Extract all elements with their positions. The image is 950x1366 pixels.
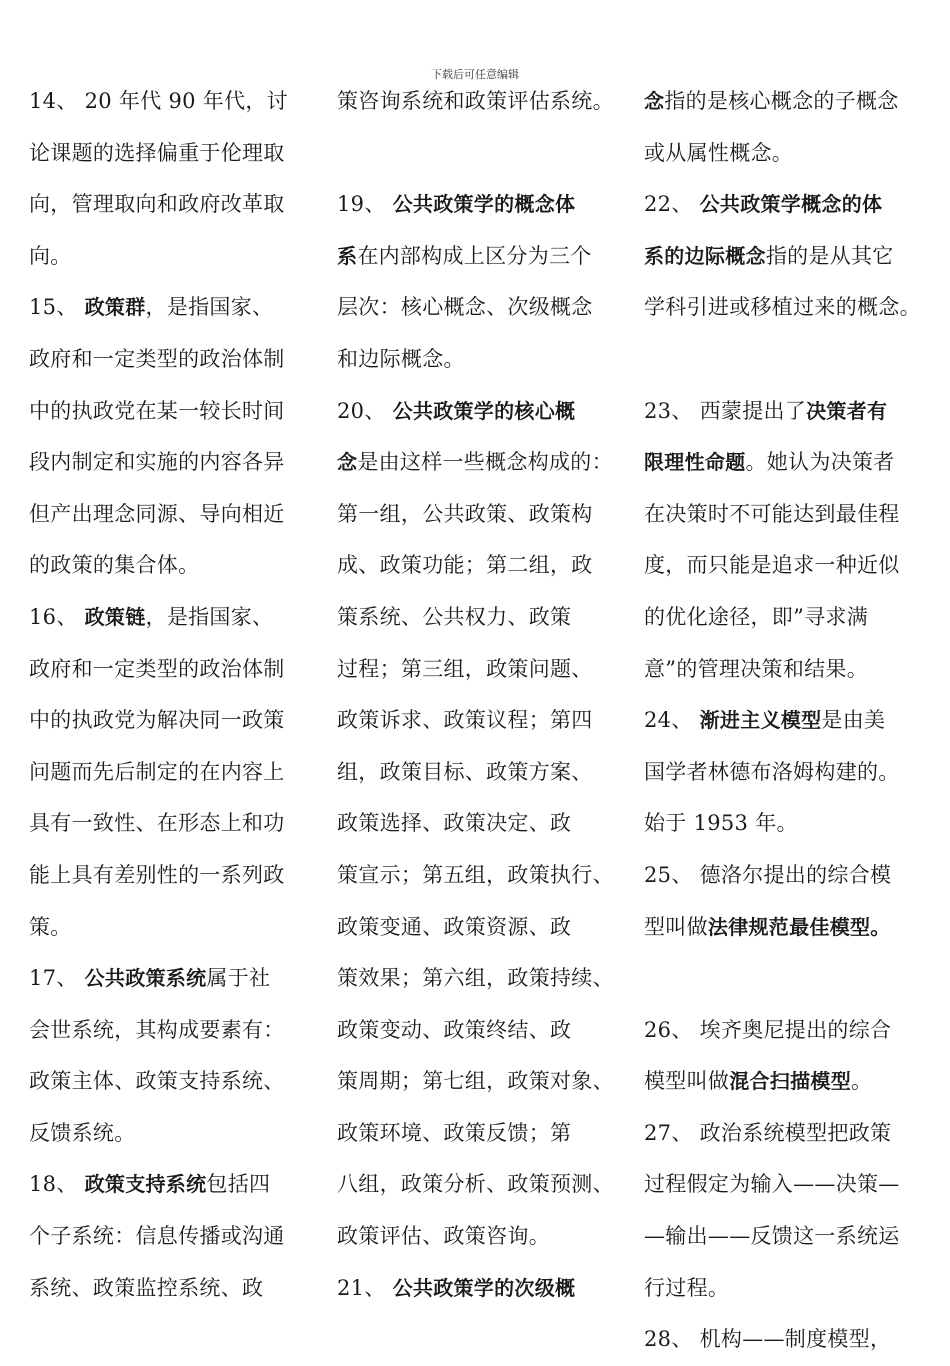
bold-term: 公共政策学的核心概 [392, 398, 576, 423]
text-line [29, 644, 329, 696]
text-line [644, 747, 944, 799]
text-line [337, 282, 637, 334]
text-line [644, 489, 944, 541]
bold-term: 公共政策学的概念体 [392, 192, 576, 217]
text-line [337, 1263, 637, 1315]
page-header: 下载后可任意编辑 [431, 68, 519, 81]
text-run: 始于 1953 年。 [644, 811, 798, 836]
text-line [337, 592, 637, 644]
text-line [29, 1005, 329, 1057]
text-line [337, 695, 637, 747]
text-line [29, 850, 329, 902]
text-line [29, 437, 329, 489]
text-line [644, 1159, 944, 1211]
text-line [337, 1108, 637, 1160]
text-run: 问题而先后制定的在内容上 [29, 759, 285, 784]
text-line [644, 902, 944, 954]
text-line [29, 128, 329, 180]
text-line [644, 1056, 944, 1108]
text-line [337, 953, 637, 1005]
text-line [337, 76, 637, 128]
text-run: 政府和一定类型的政治体制 [29, 656, 285, 681]
bold-term: 混合扫描模型 [729, 1069, 852, 1094]
bold-term: 念 [337, 450, 358, 475]
text-run: 在内部构成上区分为三个 [357, 243, 592, 268]
text-run: 策。 [29, 914, 72, 939]
text-line [29, 1159, 329, 1211]
text-run: 26、 埃齐奥尼提出的综合 [644, 1017, 892, 1042]
text-run: —输出——反馈这一系统运 [644, 1224, 900, 1249]
text-run: 向。 [29, 243, 72, 268]
text-run: 行过程。 [644, 1275, 730, 1300]
text-line [337, 1005, 637, 1057]
text-line [337, 489, 637, 541]
text-run: 向，管理取向和政府改革取 [29, 192, 285, 217]
text-line [337, 179, 637, 231]
bold-term: 政策群 [84, 295, 146, 320]
text-line [337, 902, 637, 954]
text-line [644, 231, 944, 283]
text-run: 22、 [644, 192, 700, 217]
text-line [29, 747, 329, 799]
text-line [644, 540, 944, 592]
bold-term: 念 [644, 89, 665, 113]
text-line [337, 540, 637, 592]
text-run: 是由美 [821, 708, 886, 733]
text-line [29, 489, 329, 541]
text-run: 度，而只能是追求一种近似 [644, 553, 900, 578]
text-line [337, 850, 637, 902]
text-run: 政策诉求、政策议程；第四 [337, 708, 593, 733]
bold-term: 政策支持系统 [84, 1172, 207, 1197]
text-run: 17、 [29, 966, 85, 991]
text-line [337, 644, 637, 696]
bold-term: 公共政策系统 [84, 966, 207, 991]
text-line [644, 644, 944, 696]
text-run: 14、 20 年代 90 年代，讨 [29, 89, 288, 113]
text-run: 20、 [337, 398, 393, 423]
text-run: 。她认为决策者 [745, 450, 895, 475]
text-run: 政策变动、政策终结、政 [337, 1017, 572, 1042]
text-run: 18、 [29, 1172, 85, 1197]
text-line [29, 282, 329, 334]
text-run: 。 [851, 1069, 873, 1094]
text-line [337, 1211, 637, 1263]
bold-term: 系的边际概念 [644, 243, 766, 268]
text-run: 段内制定和实施的内容各异 [29, 450, 285, 475]
text-run: 组，政策目标、政策方案、 [337, 759, 593, 784]
text-line [644, 386, 944, 438]
bold-term: 限理性命题 [644, 450, 746, 475]
text-run: 15、 [29, 295, 85, 320]
text-line [29, 1263, 329, 1315]
text-run: 能上具有差别性的一系列政 [29, 862, 285, 887]
text-run: 个子系统：信息传播或沟通 [29, 1224, 285, 1249]
text-run: 策系统、公共权力、政策 [337, 604, 572, 629]
text-run: 层次：核心概念、次级概念 [337, 295, 593, 320]
text-line [644, 1263, 944, 1315]
text-run: 政策评估、政策咨询。 [337, 1224, 550, 1249]
text-run: 策效果；第六组，政策持续、 [337, 966, 614, 991]
bold-term: 公共政策学概念的体 [699, 192, 883, 217]
text-run: 成、政策功能；第二组，政 [337, 553, 593, 578]
text-line [29, 179, 329, 231]
bold-term: 法律规范最佳模型。 [707, 914, 891, 939]
text-run: 具有一致性、在形态上和功 [29, 811, 285, 836]
text-run: 政策选择、政策决定、政 [337, 811, 572, 836]
text-line [29, 1056, 329, 1108]
text-line [29, 592, 329, 644]
text-run: 意”的管理决策和结果。 [644, 656, 869, 681]
text-run: 反馈系统。 [29, 1120, 136, 1145]
text-column-2 [337, 76, 637, 1314]
text-line [29, 334, 329, 386]
text-run: 政策变通、政策资源、政 [337, 914, 572, 939]
text-line [337, 747, 637, 799]
text-line [644, 76, 944, 128]
text-run: 过程；第三组，政策问题、 [337, 656, 593, 681]
text-line [644, 179, 944, 231]
text-run: 政府和一定类型的政治体制 [29, 346, 285, 371]
text-line [644, 798, 944, 850]
text-run: 第一组，公共政策、政策构 [337, 501, 593, 526]
text-line [644, 1108, 944, 1160]
text-line [644, 850, 944, 902]
text-run: 或从属性概念。 [644, 140, 794, 165]
text-run: 属于社 [206, 966, 271, 991]
bold-term: 系 [337, 243, 358, 268]
text-line [29, 798, 329, 850]
text-run: 模型叫做 [644, 1069, 730, 1094]
text-line [337, 1056, 637, 1108]
text-run: 和边际概念。 [337, 346, 465, 371]
text-run: 系统、政策监控系统、政 [29, 1275, 264, 1300]
text-line [29, 76, 329, 128]
text-run: 19、 [337, 192, 393, 217]
text-run: 23、 西蒙提出了 [644, 398, 807, 423]
text-run: 的优化途径，即”寻求满 [644, 604, 869, 629]
text-run: ，是指国家、 [145, 604, 274, 629]
text-run: 16、 [29, 604, 85, 629]
text-run: 政策主体、政策支持系统、 [29, 1069, 285, 1094]
text-line [29, 1211, 329, 1263]
text-line [644, 1005, 944, 1057]
text-line [337, 231, 637, 283]
text-run: 24、 [644, 708, 700, 733]
text-line [644, 1211, 944, 1263]
bold-term: 公共政策学的次级概 [392, 1275, 576, 1300]
text-line [29, 902, 329, 954]
text-line [644, 1314, 944, 1366]
text-run: 21、 [337, 1275, 393, 1300]
text-line [644, 953, 944, 1005]
text-line [29, 695, 329, 747]
text-run: 政策环境、政策反馈；第 [337, 1120, 572, 1145]
text-line [29, 231, 329, 283]
text-run: 是由这样一些概念构成的： [357, 450, 613, 475]
bold-term: 决策者有 [806, 398, 888, 423]
text-run: 中的执政党为解决同一政策 [29, 708, 285, 733]
text-line [644, 334, 944, 386]
text-line [29, 386, 329, 438]
text-line [337, 1159, 637, 1211]
text-run: 策咨询系统和政策评估系统。 [337, 89, 614, 113]
text-line [337, 128, 637, 180]
text-run: 指的是核心概念的子概念 [664, 89, 899, 113]
text-line [644, 128, 944, 180]
text-column-3 [644, 76, 944, 1366]
text-line [29, 1108, 329, 1160]
text-run: 策周期；第七组，政策对象、 [337, 1069, 614, 1094]
text-run: 八组，政策分析、政策预测、 [337, 1172, 614, 1197]
text-run: 但产出理念同源、导向相近 [29, 501, 285, 526]
text-run: 27、 政治系统模型把政策 [644, 1120, 892, 1145]
text-run: 学科引进或移植过来的概念。 [644, 295, 921, 320]
text-column-1 [29, 76, 329, 1314]
text-line [337, 386, 637, 438]
text-run: 25、 德洛尔提出的综合模 [644, 862, 892, 887]
bold-term: 政策链 [84, 604, 146, 629]
text-run: ，是指国家、 [145, 295, 274, 320]
text-run: 包括四 [206, 1172, 271, 1197]
text-line [29, 540, 329, 592]
text-run: 国学者林德布洛姆构建的。 [644, 759, 900, 784]
text-line [644, 695, 944, 747]
text-run: 会世系统，其构成要素有： [29, 1017, 285, 1042]
bold-term: 渐进主义模型 [699, 708, 822, 733]
text-line [29, 953, 329, 1005]
text-line [337, 437, 637, 489]
text-line [337, 334, 637, 386]
text-run: 型叫做 [644, 914, 708, 939]
text-line [644, 592, 944, 644]
text-run: 中的执政党在某一较长时间 [29, 398, 285, 423]
text-line [644, 282, 944, 334]
text-run: 指的是从其它 [765, 243, 894, 268]
text-line [644, 437, 944, 489]
text-run: 的政策的集合体。 [29, 553, 200, 578]
text-run: 在决策时不可能达到最佳程 [644, 501, 900, 526]
text-run: 策宣示；第五组，政策执行、 [337, 862, 614, 887]
text-run: 论课题的选择偏重于伦理取 [29, 140, 285, 165]
text-line [337, 798, 637, 850]
text-run: 28、 机构——制度模型， [644, 1327, 892, 1352]
text-run: 过程假定为输入——决策— [644, 1172, 900, 1197]
